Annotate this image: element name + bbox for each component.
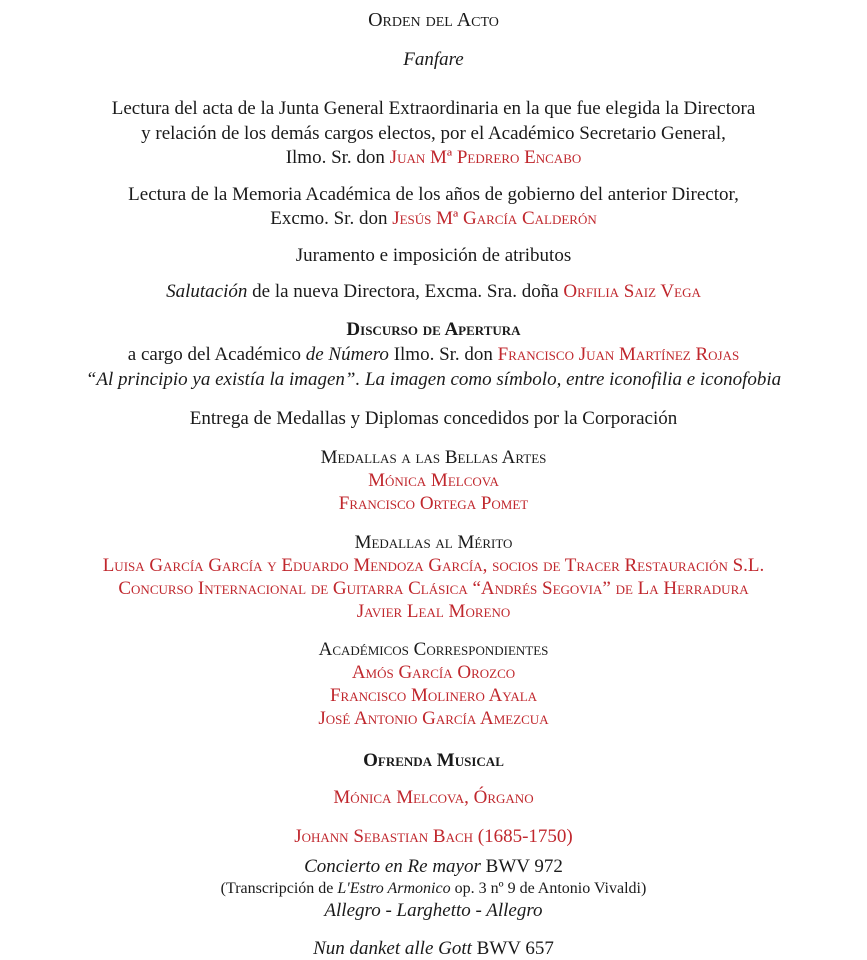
piece2-title: Nun danket alle Gott [313,938,472,959]
correspondiente-name: Amós García Orozco [351,662,516,683]
transcription-work: L'Estro Armonico [337,880,451,897]
bellas-artes-name: Francisco Ortega Pomet [338,493,529,514]
oath-line: Juramento e imposición de atributos [295,245,572,266]
movements-line: Allegro - Larghetto - Allegro [324,900,543,921]
secretary-name: Juan Mª Pedrero Encabo [389,147,582,168]
salutation-italic: Salutación [166,281,248,302]
discurso-prefix: a cargo del Académico [127,344,301,365]
item1-line3 [0,147,867,169]
correspondiente-name: José Antonio García Amezcua [318,708,549,729]
merito-name: Concurso Internacional de Guitarra Clásica “Andrés Segovia” de La Herradura [118,578,749,599]
correspondiente-name: Francisco Molinero Ayala [329,685,538,706]
piece2-catalog: BWV 657 [476,938,554,959]
entrega-line: Entrega de Medallas y Diplomas concedidos por la Corporación [189,408,678,429]
item1-line1: Lectura del acta de la Junta General Extraordinaria en la que fue elegida la Directora [111,98,756,119]
discurso-heading: Discurso de Apertura [346,319,521,340]
item2-prefix: Excmo. Sr. don [270,208,388,229]
bellas-artes-name: Mónica Melcova [368,470,499,491]
ofrenda-heading: Ofrenda Musical [363,750,504,771]
piece2-line [0,938,867,960]
program-subtitle: Fanfare [403,49,464,70]
director-name: Orfilia Saiz Vega [563,281,701,302]
discurso-quote: “Al principio ya existía la imagen”. La imagen como símbolo, entre iconofilia e iconofobia [85,369,782,390]
speaker-name: Francisco Juan Martínez Rojas [497,344,740,365]
transcription-suffix: op. 3 nº 9 de Antonio Vivaldi) [454,880,647,897]
item2-line1: Lectura de la Memoria Académica de los años de gobierno del anterior Director, [128,184,739,205]
former-director-name: Jesús Mª García Calderón [392,208,597,229]
correspondientes-heading: Académicos Correspondientes [318,639,549,660]
discurso-italic: de Número [305,344,389,365]
salutation-text: de la nueva Directora, Excma. Sra. doña [252,281,559,302]
merito-name: Luisa García García y Eduardo Mendoza García, socios de Tracer Restauración S.L. [102,555,765,576]
merito-name: Javier Leal Moreno [356,601,511,622]
composer-name: Johann Sebastian Bach (1685-1750) [294,826,573,847]
performer-name: Mónica Melcova, Órgano [333,787,534,808]
transcription-prefix: (Transcripción de [220,880,334,897]
discurso-mid: Ilmo. Sr. don [393,344,493,365]
item2-line2 [0,208,867,230]
bellas-artes-heading: Medallas a las Bellas Artes [320,447,547,468]
merito-heading: Medallas al Mérito [354,532,513,553]
transcription-line [0,879,867,899]
piece1-line [0,856,867,878]
piece1-catalog: BWV 972 [485,856,563,877]
item1-prefix: Ilmo. Sr. don [285,147,385,168]
item1-line2: y relación de los demás cargos electos, por el Académico Secretario General, [141,123,726,144]
program-title: Orden del Acto [368,9,499,31]
discurso-line [0,344,867,366]
piece1-title: Concierto en Re mayor [304,856,481,877]
salutation-line [0,281,867,303]
